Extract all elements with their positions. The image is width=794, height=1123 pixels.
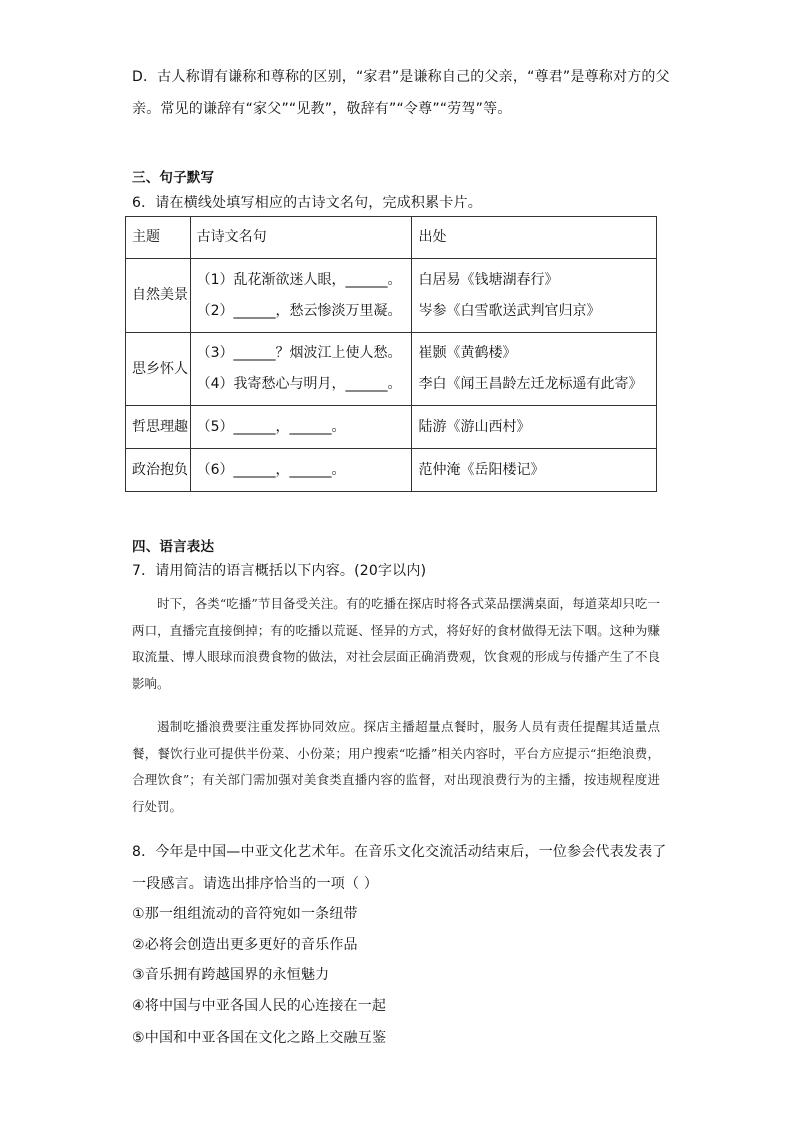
row-source: 陆游《游山西村》 [412,406,657,449]
row-lines [190,259,412,333]
table-row [126,406,657,449]
option-d-line-1: D．古人称谓有谦称和尊称的区别，“家君”是谦称自己的父亲，“尊君”是尊称对方的父 [132,69,670,85]
blank-line: （5）______，______。 [196,418,346,435]
table-row [126,449,657,492]
table-header-row [126,217,657,259]
row-theme: 自然美景 [126,259,191,333]
question-8-line-1: 8．今年是中国—中亚文化艺术年。在音乐文化交流活动结束后，一位参会代表发表了 [132,844,667,860]
header-theme: 主题 [126,217,191,259]
blank-line: （6）______，______。 [196,461,346,478]
row-lines [190,449,412,492]
option-d-line-2: 亲。常见的谦辞有“家父”“见教”，敬辞有”“令尊”“劳驾”等。 [132,101,512,117]
row-theme: 哲思理趣 [126,406,191,449]
section-4-title: 四、语言表达 [132,539,215,555]
blank-line: （1）乱花渐欲迷人眼，______。 [196,271,402,288]
list-item: ③音乐拥有跨越国界的永恒魅力 [132,967,330,983]
list-item: ②必将会创造出更多更好的音乐作品 [132,937,358,953]
row-source: 崔颢《黄鹤楼》 李白《闻王昌龄左迁龙标遥有此寄》 [412,333,657,406]
row-lines [190,333,412,406]
list-item: ①那一组组流动的音符宛如一条纽带 [132,906,358,922]
question-7-prompt: 7．请用简洁的语言概括以下内容。(20字以内) [132,563,427,579]
row-source: 范仲淹《岳阳楼记》 [412,449,657,492]
row-theme: 政治抱负 [126,449,191,492]
list-item: ④将中国与中亚各国人民的心连接在一起 [132,998,387,1014]
question-6-prompt: 6．请在横线处填写相应的古诗文名句，完成积累卡片。 [132,195,482,211]
passage-paragraph-1: 时下，各类“吃播”节目备受关注。有的吃播在探店时将各式菜品摆满桌面，每道菜却只吃一两口，直播完直接倒掉；有的吃播以荒诞、怪异的方式，将好好的食材做得无法下咽。这种为赚取流量、博人眼球而浪费食物的做法，对社会层面正确消费观，饮食观的形成与传播产生了不良影响。 [132,596,660,691]
table-row [126,333,657,406]
passage-paragraph-2: 遏制吃播浪费要注重发挥协同效应。探店主播超量点餐时，服务人员有责任提醒其适量点餐，餐饮行业可提供半份菜、小份菜；用户搜索“吃播”相关内容时，平台方应提示“拒绝浪费，合理饮食”；有关部门需加强对美食类直播内容的监督，对出现浪费行为的主播，按违规程度进行处罚。 [132,719,660,814]
poem-table [125,216,657,492]
header-lines: 古诗文名句 [190,217,412,259]
row-lines [190,406,412,449]
list-item: ⑤中国和中亚各国在文化之路上交融互鉴 [132,1030,387,1046]
section-3-title: 三、句子默写 [132,170,215,186]
header-source: 出处 [412,217,657,259]
table-row [126,259,657,333]
blank-line: （3）______？烟波江上使人愁。 [196,345,402,361]
blank-line: （4）我寄愁心与明月，______。 [196,376,402,392]
row-theme: 思乡怀人 [126,333,191,406]
row-source: 白居易《钱塘湖春行》 岑参《白雪歌送武判官归京》 [412,259,657,333]
blank-line: （2）______，愁云惨淡万里凝。 [196,302,402,319]
question-8-line-2: 一段感言。请选出排序恰当的一项（ ） [132,876,379,892]
